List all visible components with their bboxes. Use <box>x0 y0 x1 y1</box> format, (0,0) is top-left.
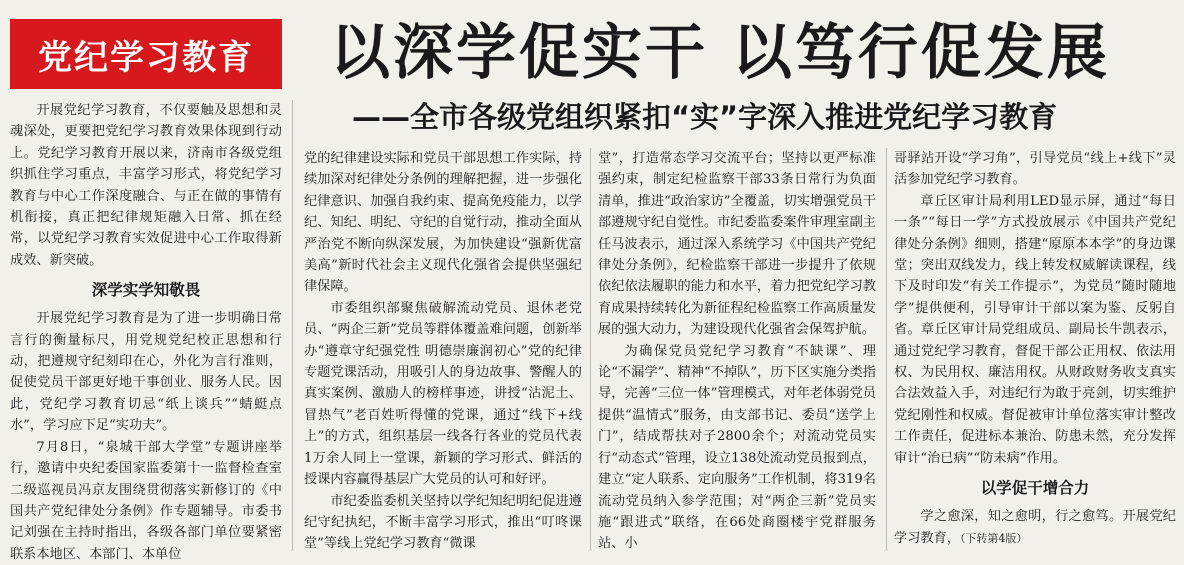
paragraph: 7月8日，“泉城干部大学堂”专题讲座举行，邀请中央纪委国家监委第十一监督检查室二级巡视员冯京友围绕贯彻落实新修订的《中国共产党纪律处分条例》作专题辅导。市委书记刘强在主持时指出，各级各部门单位要紧密联系本地区、本部门、本单位 <box>10 439 282 562</box>
subheadline: ——全市各级党组织紧扣“实”字深入推进党纪学习教育 <box>352 100 1058 134</box>
paragraph: 堂”，打造常态学习交流平台；坚持以更严标准强约束，制定纪检监察干部33条日常行为负面清单，推进“政治家访”全覆盖，切实增强党员干部遵规守纪自觉性。市纪委监委案件审理室副主任马波表示，通过深入系统学习《中国共产党纪律处分条例》，纪检监察干部进一步提升了依规依纪依法履职的能力和水平，着力把党纪学习教育成果持续转化为新征程纪检监察工作高质量发展的强大动力，为建设现代化强省会保驾护航。 <box>598 151 876 338</box>
column-divider <box>886 148 887 551</box>
paragraph: 党的纪律建设实际和党员干部思想工作实际，持续加深对纪律处分条例的理解把握，进一步强化纪律意识、加强自我约束、提高免疫能力，以学纪、知纪、明纪、守纪的自觉行动，推动全面从严治党不断向纵深发展，为加快建设“强新优富美高”新时代社会主义现代化强省会提供坚强纪律保障。 <box>304 151 582 295</box>
paragraph: 市纪委监委机关坚持以学纪知纪明纪促进遵纪守纪执纪，不断丰富学习形式，推出“叮咚课堂”等线上党纪学习教育“微课 <box>304 493 582 552</box>
article-column-4 <box>894 148 1176 550</box>
paragraph: 开展党纪学习教育是为了进一步明确日常言行的衡量标尺，用党规党纪校正思想和行动，把遵规守纪刻印在心，外化为言行准则，促使党员干部更好地干事创业、服务人民。因此，党纪学习教育切忌“纸上谈兵”“蜻蜓点水”，学习应下足“实功夫”。 <box>10 311 282 434</box>
column-divider <box>292 100 293 551</box>
section-heading: 以学促干增合力 <box>980 479 1090 498</box>
paragraph: 市委组织部聚焦破解流动党员、退休老党员、“两企三新”党员等群体覆盖难问题，创新举办“遵章守纪强党性 明德崇廉润初心”党的纪律专题党课活动，用吸引人的身边故事、警醒人的真实案例、激励人的榜样事迹，讲授“沾泥土、冒热气”老百姓听得懂的党课，通过“线下+线上”的方式，组织基层一线各行各业的党员代表1万余人同上一堂课，新颖的学习形式、鲜活的授课内容赢得基层广大党员的认可和好评。 <box>304 300 582 488</box>
paragraph: 开展党纪学习教育，不仅要触及思想和灵魂深处，更要把党纪学习教育效果体现到行动上。党纪学习教育开展以来，济南市各级党组织抓住学习重点，丰富学习形式，将党纪学习教育与中心工作深度融合、与正在做的事情有机衔接，真正把纪律规矩融入日常、抓在经常，以党纪学习教育实效促进中心工作取得新成效、新突破。 <box>10 103 282 268</box>
article-column-1 <box>10 100 282 562</box>
section-badge: 党纪学习教育 <box>10 19 282 89</box>
article-column-2 <box>304 148 582 550</box>
column-divider <box>590 148 591 551</box>
article-column-3 <box>598 148 876 550</box>
paragraph: 章丘区审计局利用LED显示屏，通过“每日一条”“每日一学”方式投放展示《中国共产党纪律处分条例》细则，搭建“原原本本学”的身边课堂；突出双线发力，线上转发权威解读课程，线下及时印发“有关工作提示”，为党员“随时随地学”提供便利，引导审计干部以案为鉴、反躬自省。章丘区审计局党组成员、副局长牛凯表示，通过党纪学习教育，督促干部公正用权、依法用权、为民用权、廉洁用权。从财政财务收支真实合法效益入手，对违纪行为敢于亮剑，切实维护党纪刚性和权威。督促被审计单位落实审计整改工作责任，促进标本兼治、防患未然，充分发挥审计“治已病”“防未病”作用。 <box>894 193 1176 466</box>
headline: 以深学促实干 以笃行促发展 <box>330 18 1110 88</box>
continuation-note: （下转第4版） <box>959 531 1028 545</box>
paragraph-text: 学之愈深，知之愈明，行之愈笃。开展党纪学习教育， <box>894 509 1176 546</box>
paragraph: 为确保党员党纪学习教育“不缺课”、理论“不漏学”、精神“不掉队”，历下区实施分类指导，完善“三位一体”管理模式，对年老体弱党员提供“温情式”服务，由支部书记、委员“送学上门”，结成帮扶对子2800余个；对流动党员实行“动态式”管理，设立138处流动党员报到点，建立“定人联系、定向服务”工作机制，将319名流动党员纳入参学范围；对“两企三新”党员实施“跟进式”联络，在66处商圈楼宇党群服务站、小 <box>598 343 876 552</box>
section-heading: 深学实学知敬畏 <box>91 281 201 300</box>
paragraph <box>894 506 1176 549</box>
paragraph: 哥驿站开设“学习角”，引导党员“线上+线下”灵活参加党纪学习教育。 <box>894 151 1176 188</box>
